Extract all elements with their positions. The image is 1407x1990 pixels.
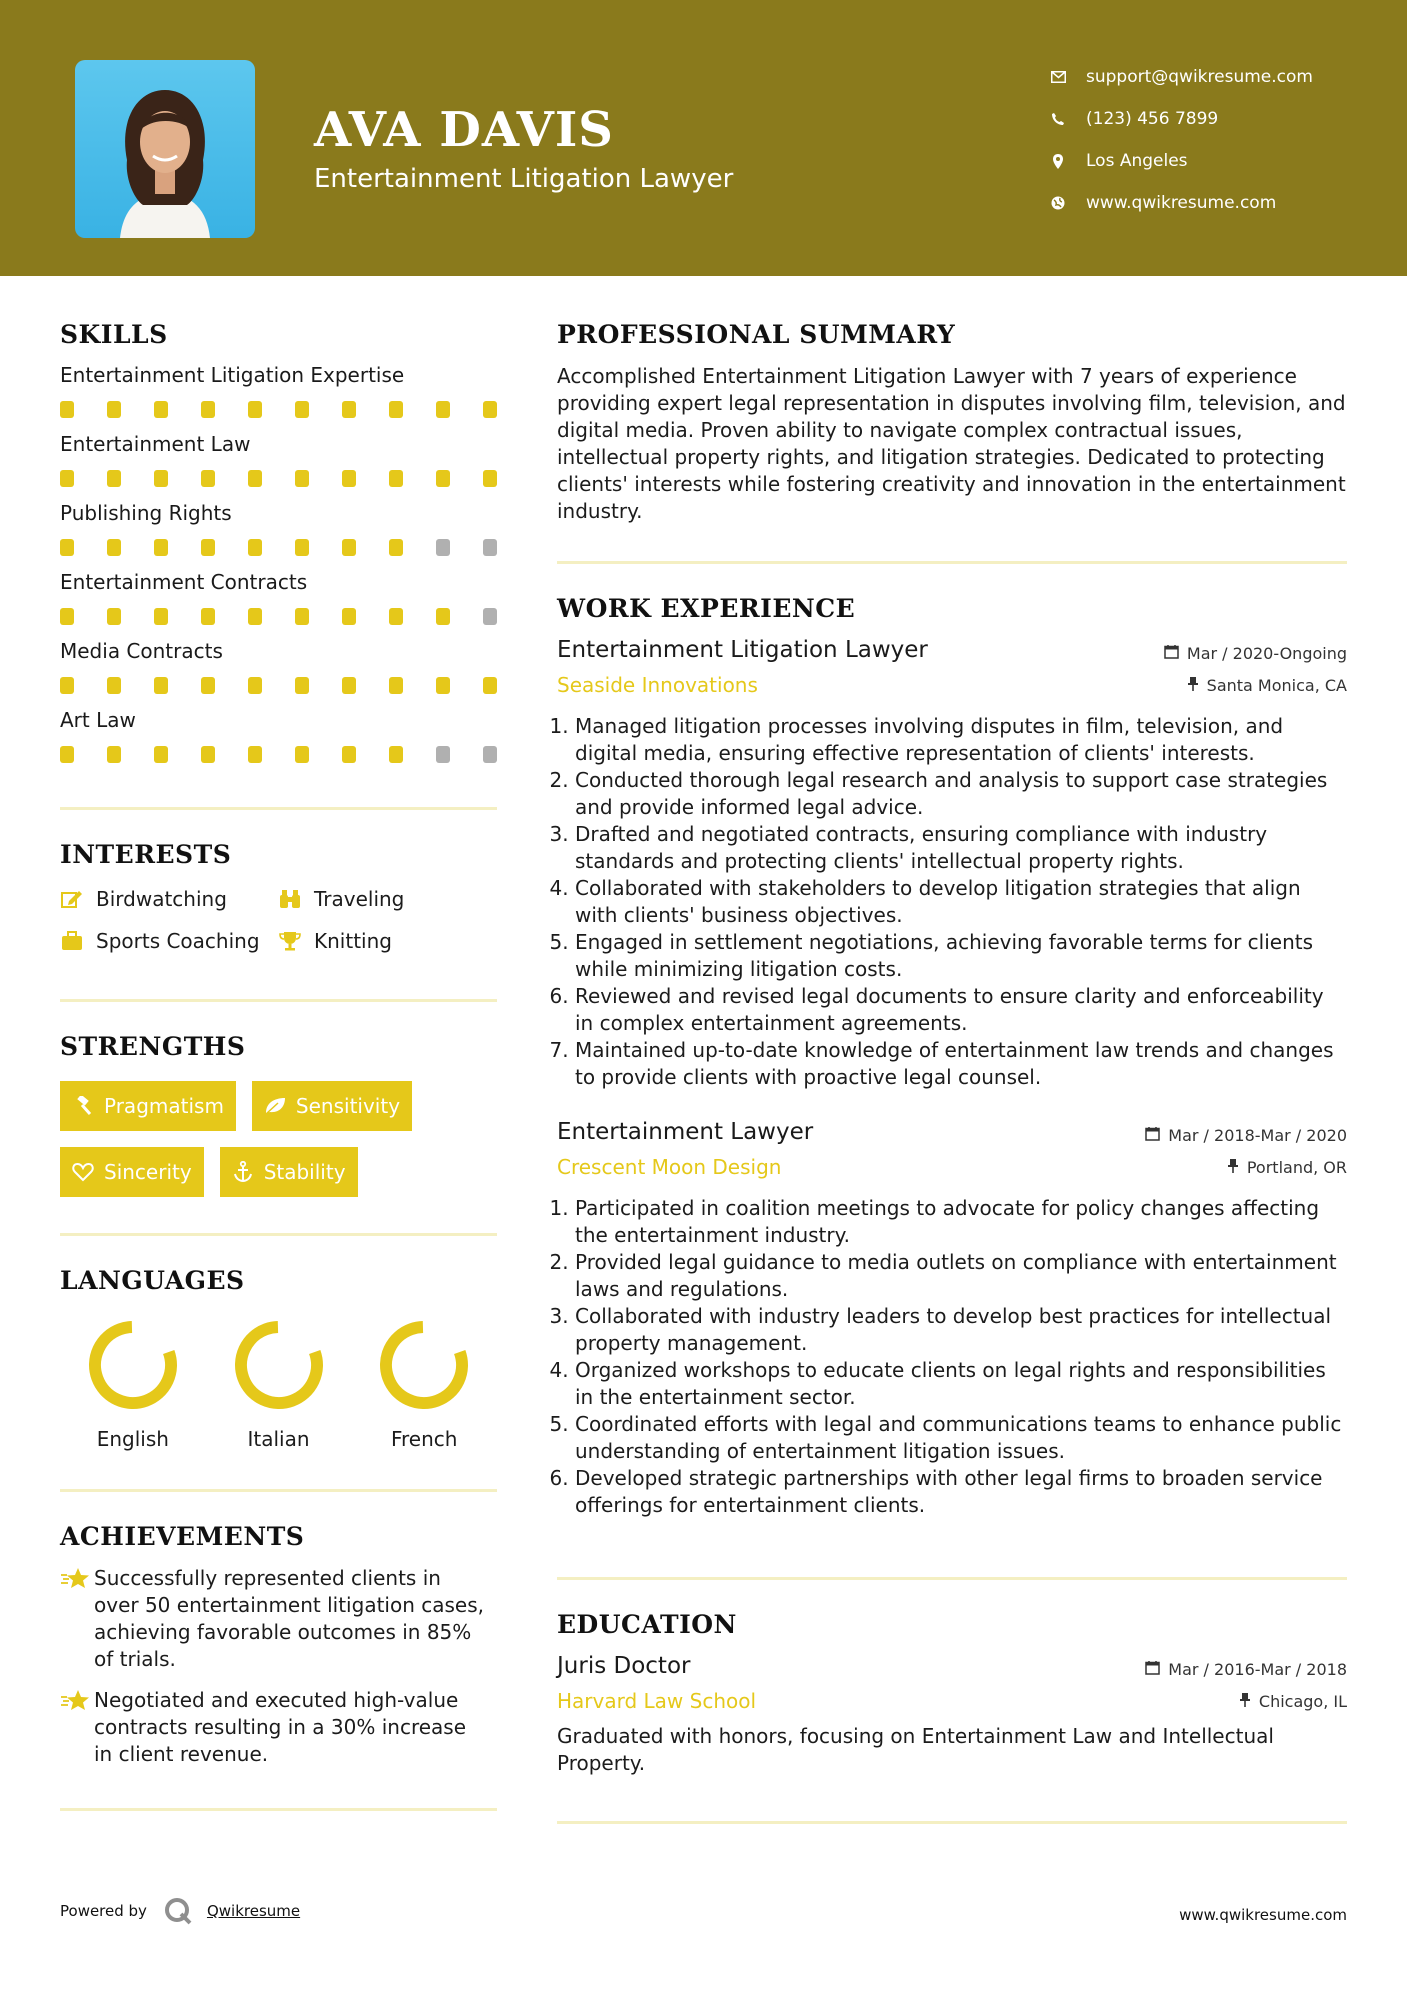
skill-rating xyxy=(60,539,497,556)
education-location-text: Chicago, IL xyxy=(1258,1691,1347,1711)
job-title: Entertainment Litigation Lawyer xyxy=(557,637,928,663)
skill-dot-filled xyxy=(295,401,309,418)
section-divider xyxy=(60,999,497,1002)
pencil-square-icon xyxy=(60,887,84,911)
interest-label: Birdwatching xyxy=(96,887,227,911)
pin-icon xyxy=(1227,1158,1239,1177)
skill-dot-filled xyxy=(295,746,309,763)
job-entry xyxy=(557,1119,1347,1519)
contact-website[interactable] xyxy=(1050,182,1313,224)
job-bullet: 1. Participated in coalition meetings to advocate for policy changes affecting the entertainment industry. xyxy=(575,1195,1347,1249)
skill-label: Media Contracts xyxy=(60,639,223,663)
skill-dot-filled xyxy=(248,539,262,556)
skill-label: Art Law xyxy=(60,708,136,732)
map-marker-icon xyxy=(1050,153,1066,169)
section-divider xyxy=(557,1821,1347,1824)
skill-dot-filled xyxy=(201,608,215,625)
skill-dot-filled xyxy=(154,470,168,487)
languages-heading: LANGUAGES xyxy=(60,1266,245,1295)
job-bullet: 6. Reviewed and revised legal documents to ensure clarity and enforceability in complex entertainment agreements. xyxy=(575,983,1347,1037)
language-ring xyxy=(378,1319,470,1411)
job-bullet: 1. Managed litigation processes involving disputes in film, television, and digital media, ensuring effective representation of clients' interests. xyxy=(575,713,1347,767)
summary-heading: PROFESSIONAL SUMMARY xyxy=(557,320,956,349)
skill-rating xyxy=(60,608,497,625)
education-date-text: Mar / 2016-Mar / 2018 xyxy=(1168,1660,1347,1679)
phone-icon xyxy=(1050,111,1066,127)
strength-chip xyxy=(252,1081,412,1131)
left-column xyxy=(60,320,497,1811)
degree-title: Juris Doctor xyxy=(557,1653,691,1679)
skill-dot-filled xyxy=(201,677,215,694)
skill-dot-filled xyxy=(60,608,74,625)
gavel-icon xyxy=(72,1095,94,1117)
skill-dot-filled xyxy=(248,401,262,418)
skill-dot-empty xyxy=(483,746,497,763)
education-entry xyxy=(557,1653,1347,1777)
achievement-text: Negotiated and executed high-value contracts resulting in a 30% increase in client revenue. xyxy=(94,1688,467,1766)
skill-dot-filled xyxy=(483,470,497,487)
interest-item xyxy=(278,887,498,911)
footer-url[interactable]: www.qwikresume.com xyxy=(1179,1906,1347,1924)
candidate-title: Entertainment Litigation Lawyer xyxy=(314,164,734,194)
contact-location xyxy=(1050,140,1313,182)
job-bullet: 3. Drafted and negotiated contracts, ensuring compliance with industry standards and protecting clients' intellectual property rights. xyxy=(575,821,1347,875)
skill-dot-filled xyxy=(107,677,121,694)
skill-rating xyxy=(60,401,497,418)
skill-dot-filled xyxy=(295,677,309,694)
strength-label: Stability xyxy=(263,1160,346,1184)
powered-by-text: Powered by xyxy=(60,1902,147,1920)
job-entry xyxy=(557,637,1347,1091)
skill-dot-filled xyxy=(483,677,497,694)
strength-label: Sincerity xyxy=(104,1160,192,1184)
calendar-icon xyxy=(1145,1660,1160,1679)
job-date-text: Mar / 2020-Ongoing xyxy=(1186,644,1347,663)
skill-dot-empty xyxy=(436,539,450,556)
job-date xyxy=(1145,1126,1347,1145)
skill-dot-filled xyxy=(60,677,74,694)
strength-label: Sensitivity xyxy=(295,1094,401,1118)
skill-rating xyxy=(60,746,497,763)
skill-dot-filled xyxy=(201,401,215,418)
job-bullet: 5. Coordinated efforts with legal and communications teams to enhance public understanding of entertainment litigation issues. xyxy=(575,1411,1347,1465)
heart-icon xyxy=(72,1161,94,1183)
skill-dot-filled xyxy=(107,539,121,556)
skill-dot-filled xyxy=(295,470,309,487)
skill-dot-filled xyxy=(389,539,403,556)
skill-dot-filled xyxy=(248,677,262,694)
skill-dot-filled xyxy=(342,608,356,625)
interest-label: Traveling xyxy=(314,887,405,911)
achievement-text: Successfully represented clients in over 50 entertainment litigation cases, achieving favorable outcomes in 85% of trials. xyxy=(94,1566,484,1671)
skill-label: Entertainment Litigation Expertise xyxy=(60,363,405,387)
skill-dot-filled xyxy=(436,677,450,694)
envelope-icon xyxy=(1050,69,1066,85)
profile-photo xyxy=(75,60,255,238)
footer-powered-by xyxy=(60,1896,300,1926)
skill-dot-filled xyxy=(60,539,74,556)
contact-email-text: support@qwikresume.com xyxy=(1086,67,1313,87)
education-text: Graduated with honors, focusing on Entertainment Law and Intellectual Property. xyxy=(557,1724,1274,1775)
skill-dot-filled xyxy=(342,401,356,418)
achievement-item xyxy=(60,1687,497,1768)
skill-dot-filled xyxy=(60,401,74,418)
skill-dot-filled xyxy=(436,401,450,418)
resume-header xyxy=(0,0,1407,276)
contact-phone[interactable] xyxy=(1050,98,1313,140)
section-divider xyxy=(60,1233,497,1236)
skill-dot-filled xyxy=(107,608,121,625)
job-bullet: 3. Collaborated with industry leaders to develop best practices for intellectual property management. xyxy=(575,1303,1347,1357)
skill-dot-filled xyxy=(248,470,262,487)
skill-dot-filled xyxy=(107,401,121,418)
skill-label: Entertainment Law xyxy=(60,432,251,456)
section-divider xyxy=(557,561,1347,564)
qwikresume-link[interactable]: Qwikresume xyxy=(206,1902,301,1920)
interests-heading: INTERESTS xyxy=(60,840,232,869)
job-bullet: 4. Organized workshops to educate clients on legal rights and responsibilities in the entertainment sector. xyxy=(575,1357,1347,1411)
pin-icon xyxy=(1187,676,1199,695)
contact-list xyxy=(1050,56,1313,224)
globe-icon xyxy=(1050,195,1066,211)
skill-dot-empty xyxy=(483,539,497,556)
job-company: Crescent Moon Design xyxy=(557,1155,782,1179)
skill-dot-filled xyxy=(60,746,74,763)
school-name: Harvard Law School xyxy=(557,1689,757,1713)
section-divider xyxy=(60,1808,497,1811)
interest-item xyxy=(278,929,498,953)
skill-dot-filled xyxy=(295,608,309,625)
skill-dot-filled xyxy=(201,746,215,763)
candidate-name: AVA DAVIS xyxy=(314,102,614,158)
language-item xyxy=(206,1319,352,1451)
interest-label: Sports Coaching xyxy=(96,929,260,953)
job-bullet: 2. Conducted thorough legal research and analysis to support case strategies and provide informed legal advice. xyxy=(575,767,1347,821)
calendar-icon xyxy=(1145,1126,1160,1145)
skill-dot-filled xyxy=(201,539,215,556)
right-column xyxy=(557,320,1347,1824)
achievements-list xyxy=(60,1565,497,1768)
skill-dot-filled xyxy=(436,470,450,487)
trophy-icon xyxy=(278,929,302,953)
language-label: English xyxy=(96,1427,169,1451)
star-icon xyxy=(60,1687,94,1768)
skill-dot-empty xyxy=(483,608,497,625)
skill-dot-filled xyxy=(389,677,403,694)
skill-dot-filled xyxy=(436,608,450,625)
language-ring xyxy=(233,1319,325,1411)
qwikresume-logo-icon xyxy=(163,1896,193,1926)
skill-dot-filled xyxy=(154,677,168,694)
strengths-list xyxy=(60,1081,497,1197)
contact-location-text: Los Angeles xyxy=(1086,151,1188,171)
job-bullet: 7. Maintained up-to-date knowledge of entertainment law trends and changes to provide clients with proactive legal counsel. xyxy=(575,1037,1347,1091)
job-location xyxy=(1187,676,1347,695)
skill-dot-filled xyxy=(295,539,309,556)
skills-list xyxy=(60,363,497,763)
skill-dot-filled xyxy=(154,401,168,418)
skill-dot-filled xyxy=(248,746,262,763)
skill-dot-filled xyxy=(154,539,168,556)
anchor-icon xyxy=(232,1161,254,1183)
star-icon xyxy=(60,1565,94,1673)
achievements-heading: ACHIEVEMENTS xyxy=(60,1522,305,1551)
skill-dot-filled xyxy=(107,470,121,487)
job-location-text: Santa Monica, CA xyxy=(1206,675,1347,695)
skill-dot-filled xyxy=(342,539,356,556)
skill-dot-filled xyxy=(342,746,356,763)
job-company: Seaside Innovations xyxy=(557,673,758,697)
skill-dot-filled xyxy=(389,746,403,763)
section-divider xyxy=(60,807,497,810)
education-heading: EDUCATION xyxy=(557,1610,737,1639)
interests-list xyxy=(60,887,497,953)
job-bullets xyxy=(557,1195,1347,1519)
skill-label: Publishing Rights xyxy=(60,501,232,525)
contact-email[interactable] xyxy=(1050,56,1313,98)
skill-dot-empty xyxy=(436,746,450,763)
skill-dot-filled xyxy=(60,470,74,487)
job-date xyxy=(1164,644,1347,663)
job-bullet: 5. Engaged in settlement negotiations, achieving favorable terms for clients while minimizing litigation costs. xyxy=(575,929,1347,983)
binoculars-icon xyxy=(278,887,302,911)
strength-label: Pragmatism xyxy=(104,1094,224,1118)
achievement-item xyxy=(60,1565,497,1673)
skill-rating xyxy=(60,470,497,487)
job-date-text: Mar / 2018-Mar / 2020 xyxy=(1168,1126,1347,1145)
interest-item xyxy=(60,887,278,911)
skill-dot-filled xyxy=(342,470,356,487)
job-location-text: Portland, OR xyxy=(1246,1157,1347,1177)
education-location xyxy=(1239,1692,1347,1711)
strength-chip xyxy=(60,1147,204,1197)
skill-dot-filled xyxy=(248,608,262,625)
skill-dot-filled xyxy=(342,677,356,694)
section-divider xyxy=(557,1577,1347,1580)
contact-phone-text: (123) 456 7899 xyxy=(1086,109,1219,129)
calendar-icon xyxy=(1164,644,1179,663)
education-date xyxy=(1145,1660,1347,1679)
job-bullet: 6. Developed strategic partnerships with other legal firms to broaden service offerings for entertainment clients. xyxy=(575,1465,1347,1519)
language-label: French xyxy=(390,1427,458,1451)
interest-label: Knitting xyxy=(314,929,392,953)
summary-text: Accomplished Entertainment Litigation Lawyer with 7 years of experience providing expert legal representation in disputes involving film, television, and digital media. Proven ability to navigate complex contractual issues, intellectual property rights, and litigation strategies. Dedicated to protecting clients' interests while fostering creativity and innovation in the entertainment industry. xyxy=(557,364,1346,523)
job-bullet: 4. Collaborated with stakeholders to develop litigation strategies that align with clients' business objectives. xyxy=(575,875,1347,929)
leaf-icon xyxy=(264,1095,286,1117)
skill-dot-filled xyxy=(107,746,121,763)
experience-heading: WORK EXPERIENCE xyxy=(557,594,856,623)
skill-dot-filled xyxy=(154,608,168,625)
skill-dot-filled xyxy=(389,401,403,418)
skills-heading: SKILLS xyxy=(60,320,168,349)
language-item xyxy=(60,1319,206,1451)
skill-dot-filled xyxy=(201,470,215,487)
job-title: Entertainment Lawyer xyxy=(557,1119,814,1145)
pin-icon xyxy=(1239,1692,1251,1711)
job-location xyxy=(1227,1158,1347,1177)
skill-dot-filled xyxy=(389,608,403,625)
interest-item xyxy=(60,929,278,953)
strength-chip xyxy=(60,1081,236,1131)
skill-label: Entertainment Contracts xyxy=(60,570,308,594)
language-label: Italian xyxy=(247,1427,310,1451)
skill-dot-filled xyxy=(389,470,403,487)
section-divider xyxy=(60,1489,497,1492)
language-item xyxy=(351,1319,497,1451)
contact-website-text: www.qwikresume.com xyxy=(1086,193,1277,213)
job-bullets xyxy=(557,713,1347,1091)
skill-dot-filled xyxy=(483,401,497,418)
skill-rating xyxy=(60,677,497,694)
language-ring xyxy=(87,1319,179,1411)
strengths-heading: STRENGTHS xyxy=(60,1032,246,1061)
strength-chip xyxy=(220,1147,358,1197)
briefcase-icon xyxy=(60,929,84,953)
skill-dot-filled xyxy=(154,746,168,763)
job-bullet: 2. Provided legal guidance to media outlets on compliance with entertainment laws and regulations. xyxy=(575,1249,1347,1303)
languages-list xyxy=(60,1319,497,1451)
